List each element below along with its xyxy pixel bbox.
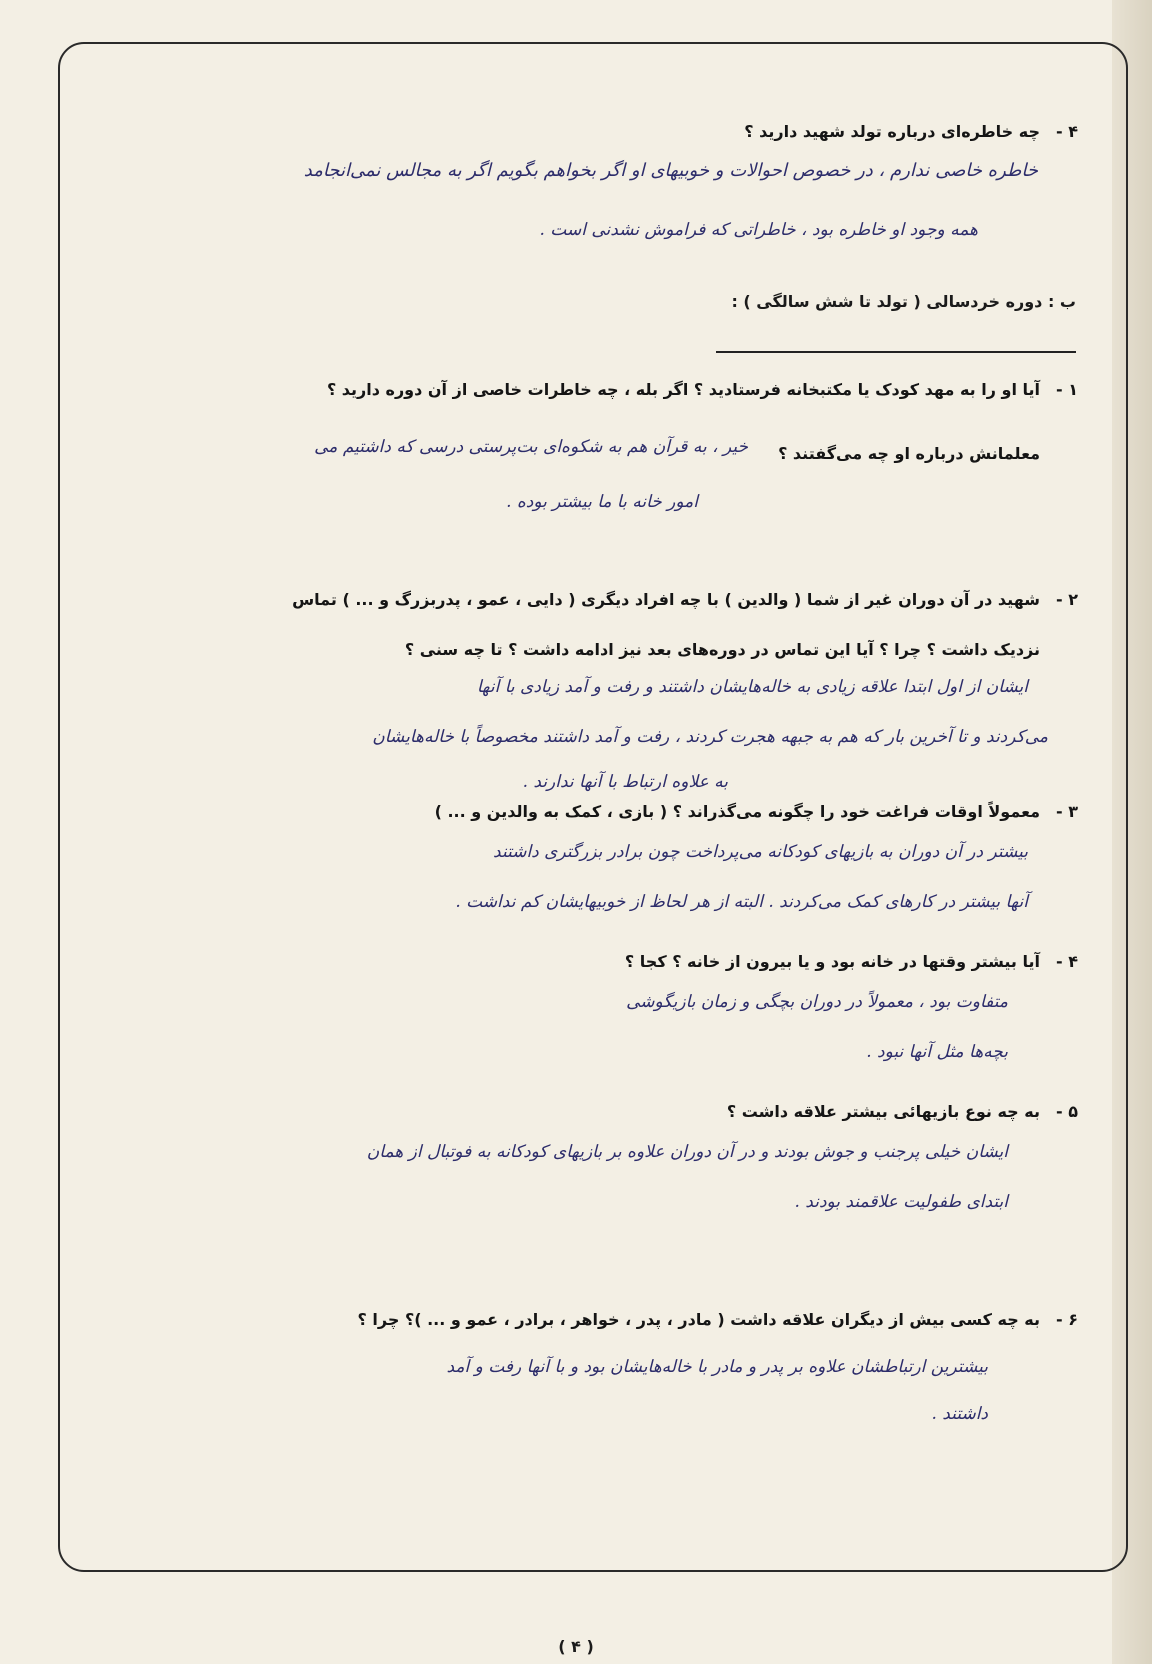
question-text: به چه نوع بازیهائی بیشتر علاقه داشت ؟	[726, 1102, 1040, 1121]
question-number: ۳ -	[1056, 802, 1078, 821]
bleed-through	[1063, 142, 1068, 160]
handwritten-answer: داشتند .	[931, 1404, 988, 1424]
question-5	[727, 1102, 1078, 1121]
document-content	[58, 42, 1128, 1572]
handwritten-answer: ایشان از اول ابتدا علاقه زیادی به خاله‌هایشان داشتند و رفت و آمد زیادی با آنها	[476, 677, 1028, 697]
handwritten-answer: خاطره خاصی ندارم ، در خصوص احوالات و خوبیهای او اگر بخواهم بگویم اگر به مجالس نمی‌انجامد	[303, 160, 1038, 181]
handwritten-answer: خیر ، به قرآن هم به شکوه‌ای بت‌پرستی درسی که داشتیم می	[314, 437, 748, 457]
question-text: معمولاً اوقات فراغت خود را چگونه می‌گذراند ؟ ( بازی ، کمک به والدین و ... )	[434, 802, 1040, 821]
question-number: ۲ -	[1056, 590, 1078, 609]
question-text: چه خاطره‌ای درباره تولد شهید دارید ؟	[744, 122, 1040, 141]
question-1-line2: معلمانش درباره او چه می‌گفتند ؟	[778, 444, 1040, 463]
question-text: آیا او را به مهد کودک یا مکتبخانه فرستادید ؟ اگر بله ، چه خاطرات خاصی از آن دوره دارید ؟	[326, 380, 1040, 399]
question-number: ۴ -	[1056, 122, 1078, 141]
handwritten-answer: بیشتر در آن دوران به بازیهای کودکانه می‌پرداخت چون برادر بزرگتری داشتند	[493, 842, 1028, 862]
handwritten-answer: بیشترین ارتباطشان علاوه بر پدر و مادر با خاله‌هایشان بود و با آنها رفت و آمد	[446, 1357, 988, 1377]
question-2-line2: نزدیک داشت ؟ چرا ؟ آیا این تماس در دوره‌های بعد نیز ادامه داشت ؟ تا چه سنی ؟	[404, 640, 1040, 659]
handwritten-answer: آنها بیشتر در کارهای کمک می‌کردند . البته از هر لحاظ از خوبیهایشان کم نداشت .	[455, 892, 1028, 912]
question-number: ۶ -	[1056, 1310, 1078, 1329]
handwritten-answer: امور خانه با ما بیشتر بوده .	[506, 492, 698, 512]
question-text: به چه کسی بیش از دیگران علاقه داشت ( مادر ، پدر ، خواهر ، برادر ، عمو و ... )؟ چرا ؟	[357, 1310, 1040, 1329]
section-underline	[716, 351, 1076, 353]
question-6	[358, 1310, 1078, 1329]
question-text: شهید در آن دوران غیر از شما ( والدین ) با چه افراد دیگری ( دایی ، عمو ، پدربزرگ و ... ) تماس	[292, 590, 1040, 609]
handwritten-answer: بچه‌ها مثل آنها نبود .	[866, 1042, 1008, 1062]
question-1	[327, 380, 1078, 399]
question-4	[625, 952, 1078, 971]
question-4-birth	[744, 122, 1078, 141]
question-number: ۴ -	[1056, 952, 1078, 971]
question-text: آیا بیشتر وقتها در خانه بود و یا بیرون از خانه ؟ کجا ؟	[624, 952, 1040, 971]
question-2	[292, 590, 1078, 609]
handwritten-answer: ابتدای طفولیت علاقمند بودند .	[794, 1192, 1008, 1212]
page-number: ( ۴ )	[558, 1637, 594, 1656]
question-number: ۱ -	[1056, 380, 1078, 399]
handwritten-answer: می‌کردند و تا آخرین بار که هم به جبهه هجرت کردند ، رفت و آمد داشتند مخصوصاً با خاله‌هایشان	[372, 727, 1048, 747]
handwritten-answer: متفاوت بود ، معمولاً در دوران بچگی و زمان بازیگوشی	[626, 992, 1008, 1012]
question-3	[435, 802, 1078, 821]
handwritten-answer: به علاوه ارتباط با آنها ندارند .	[522, 772, 728, 792]
question-number: ۵ -	[1056, 1102, 1078, 1121]
handwritten-answer: ایشان خیلی پرجنب و جوش بودند و در آن دوران علاوه بر بازیهای کودکانه به فوتبال از همان	[366, 1142, 1008, 1162]
section-title: ب : دوره خردسالی ( تولد تا شش سالگی ) :	[731, 292, 1076, 311]
handwritten-answer: همه وجود او خاطره بود ، خاطراتی که فراموش نشدنی است .	[539, 220, 978, 240]
